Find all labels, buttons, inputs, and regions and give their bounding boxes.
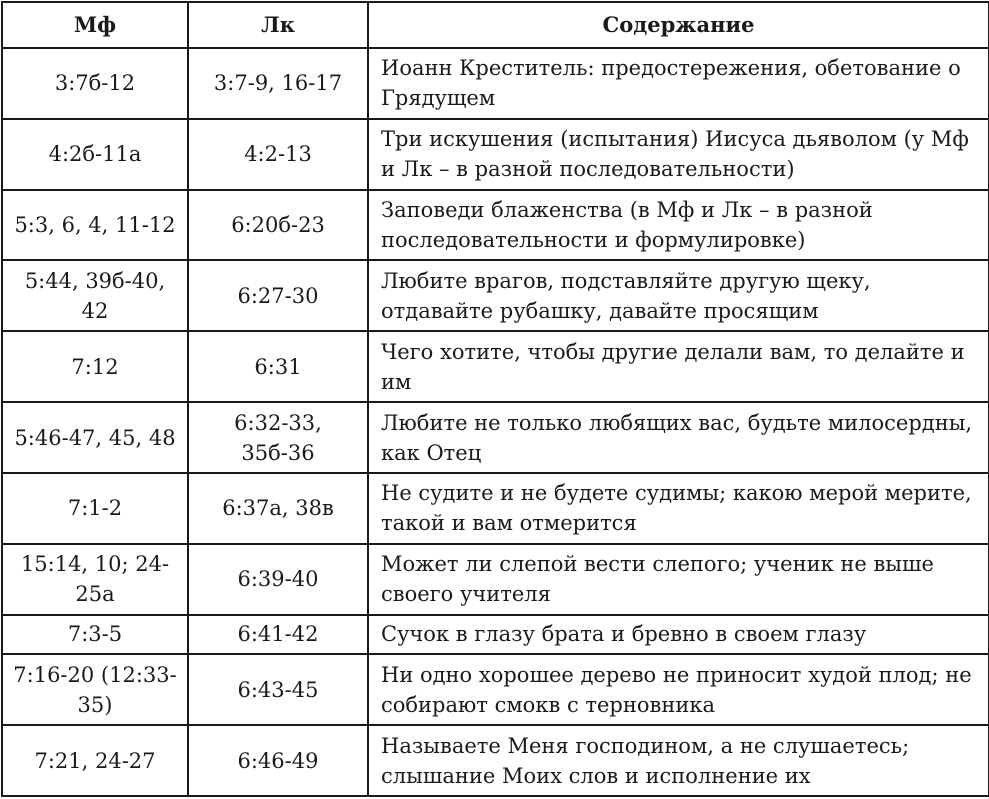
- luke-ref: 6:37а, 38в: [188, 473, 368, 544]
- header-matthew: Мф: [2, 2, 188, 48]
- parallels-table: [1, 1, 989, 797]
- table-row: [2, 190, 989, 261]
- table-row: [2, 402, 989, 473]
- header-row: [2, 2, 989, 48]
- matthew-ref: 7:16-20 (12:33-35): [2, 654, 188, 725]
- content-text: Заповеди блаженства (в Мф и Лк – в разной последовательности и формулировке): [368, 190, 989, 261]
- matthew-ref: 7:12: [2, 331, 188, 402]
- luke-ref: 6:43-45: [188, 654, 368, 725]
- luke-ref: 6:46-49: [188, 725, 368, 796]
- luke-ref: 6:32-33, 35б-36: [188, 402, 368, 473]
- content-text: Называете Меня господином, а не слушаетесь; слышание Моих слов и исполнение их: [368, 725, 989, 796]
- content-text: Любите врагов, подставляйте другую щеку, отдавайте рубашку, давайте просящим: [368, 260, 989, 331]
- luke-ref: 4:2-13: [188, 119, 368, 190]
- matthew-ref: 5:3, 6, 4, 11-12: [2, 190, 188, 261]
- matthew-ref: 3:7б-12: [2, 48, 188, 119]
- luke-ref: 6:27-30: [188, 260, 368, 331]
- content-text: Чего хотите, чтобы другие делали вам, то делайте и им: [368, 331, 989, 402]
- content-text: Сучок в глазу брата и бревно в своем глазу: [368, 615, 989, 655]
- content-text: Иоанн Креститель: предостережения, обетование о Грядущем: [368, 48, 989, 119]
- header-luke: Лк: [188, 2, 368, 48]
- matthew-ref: 4:2б-11а: [2, 119, 188, 190]
- luke-ref: 3:7-9, 16-17: [188, 48, 368, 119]
- matthew-ref: 15:14, 10; 24-25а: [2, 544, 188, 615]
- table-row: [2, 119, 989, 190]
- matthew-ref: 7:3-5: [2, 615, 188, 655]
- content-text: Не судите и не будете судимы; какою мерой мерите, такой и вам отмерится: [368, 473, 989, 544]
- table-row: [2, 654, 989, 725]
- luke-ref: 6:39-40: [188, 544, 368, 615]
- content-text: Может ли слепой вести слепого; ученик не выше своего учителя: [368, 544, 989, 615]
- header-content: Содержание: [368, 2, 989, 48]
- table-row: [2, 544, 989, 615]
- matthew-ref: 7:21, 24-27: [2, 725, 188, 796]
- table-row: [2, 48, 989, 119]
- table-row: [2, 260, 989, 331]
- matthew-ref: 5:46-47, 45, 48: [2, 402, 188, 473]
- luke-ref: 6:31: [188, 331, 368, 402]
- content-text: Ни одно хорошее дерево не приносит худой плод; не собирают смокв с терновника: [368, 654, 989, 725]
- table-row: [2, 331, 989, 402]
- content-text: Любите не только любящих вас, будьте милосердны, как Отец: [368, 402, 989, 473]
- luke-ref: 6:41-42: [188, 615, 368, 655]
- table-row: [2, 725, 989, 796]
- table-row: [2, 615, 989, 655]
- luke-ref: 6:20б-23: [188, 190, 368, 261]
- matthew-ref: 5:44, 39б-40, 42: [2, 260, 188, 331]
- content-text: Три искушения (испытания) Иисуса дьяволом (у Мф и Лк – в разной последовательности): [368, 119, 989, 190]
- table-row: [2, 473, 989, 544]
- matthew-ref: 7:1-2: [2, 473, 188, 544]
